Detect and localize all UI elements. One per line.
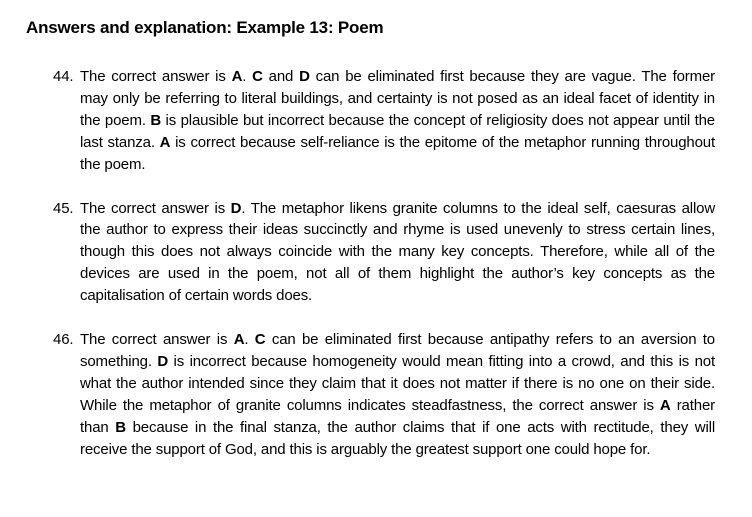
answer-option-letter: A: [659, 396, 671, 414]
answer-text-run: is correct because self-reliance is the epitome of the metaphor running throughout the poem.: [80, 133, 715, 173]
answer-option-letter: A: [159, 133, 171, 151]
answer-item: [53, 198, 715, 308]
page-heading: Answers and explanation: Example 13: Poem: [26, 18, 384, 37]
answer-number: 46.: [53, 331, 74, 349]
answer-list: [53, 66, 715, 461]
answer-text-run: . The metaphor likens granite columns to the ideal self, caesuras allow the author to express their ideas succinctly and rhyme is used unevenly to stress certain lines, though this does not always coincide with the many key concepts. Therefore, while all of the devices are used in the poem, not all of them highlight the author’s key concepts as the capitalisation of certain words does.: [80, 199, 716, 305]
answer-option-letter: B: [115, 418, 126, 436]
answer-text-run: .: [242, 68, 253, 85]
answer-text-run: The correct answer is: [80, 331, 234, 349]
answer-text-run: is plausible but incorrect because the concept of religiosity does not appear until the last stanza.: [80, 111, 715, 151]
answer-text-run: The correct answer is: [80, 68, 232, 85]
answer-option-letter: A: [231, 68, 243, 85]
answer-text: [80, 200, 715, 305]
answer-text-run: because in the final stanza, the author claims that if one acts with rectitude, they will receive the support of God, and this is arguably the greatest support one could hope for.: [80, 418, 715, 458]
answer-option-letter: B: [150, 111, 162, 129]
answer-item: [53, 329, 715, 460]
answer-text-run: and: [262, 68, 300, 85]
answer-text: [80, 68, 715, 173]
answer-option-letter: D: [230, 199, 242, 217]
answer-text-run: can be eliminated first because they are vague. The former may only be referring to literal buildings, and certainty is not posed as an ideal facet of identity in the poem.: [80, 68, 716, 129]
answer-option-letter: A: [233, 331, 245, 349]
answer-option-letter: C: [252, 68, 263, 85]
answer-option-letter: D: [299, 68, 310, 85]
answer-item: [53, 66, 715, 176]
answer-text-run: is incorrect because homogeneity would mean fitting into a crowd, and this is not what the author intended since they claim that it does not matter if there is no one on their side. While the metaphor of granite columns indicates steadfastness, the correct answer is: [80, 352, 715, 414]
answer-text-run: can be eliminated first because antipathy refers to an aversion to something.: [80, 331, 715, 370]
answer-option-letter: D: [157, 352, 169, 370]
answer-number: 45.: [53, 199, 74, 217]
answer-option-letter: C: [254, 331, 266, 349]
answer-number: 44.: [53, 68, 74, 85]
answer-text-run: .: [244, 331, 255, 349]
answer-text: [80, 331, 715, 458]
answer-text-run: rather than: [80, 396, 715, 436]
answer-text-run: The correct answer is: [80, 199, 231, 217]
